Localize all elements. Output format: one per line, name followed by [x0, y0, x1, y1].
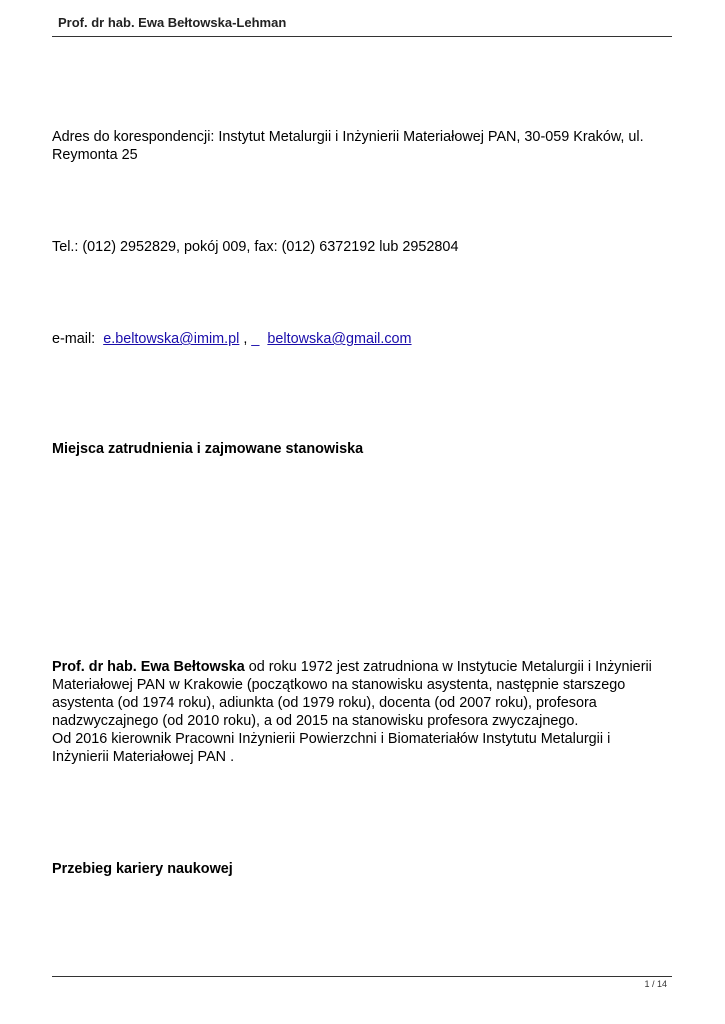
address-line-1: Adres do korespondencji: Instytut Metalurgii i Inżynierii Materiałowej PAN, 30-059 Kraków, ul. — [52, 129, 644, 145]
email-link-secondary[interactable]: beltowska@gmail.com — [267, 331, 412, 347]
bio-line-5: Od 2016 kierownik Pracowni Inżynierii Powierzchni i Biomateriałów Instytutu Metalurgii i — [52, 731, 611, 747]
bio-line-1 — [52, 658, 672, 676]
bio-line-4: nadzwyczajnego (od 2010 roku), a od 2015 na stanowisku profesora zwyczajnego. — [52, 713, 579, 729]
email-link-primary[interactable]: e.beltowska@imim.pl — [103, 331, 240, 347]
phone-paragraph: Tel.: (012) 2952829, pokój 009, fax: (012) 6372192 lub 2952804 — [52, 239, 459, 255]
page-header-title: Prof. dr hab. Ewa Bełtowska-Lehman — [58, 15, 287, 30]
header-rule — [52, 36, 672, 37]
bio-line-6: Inżynierii Materiałowej PAN . — [52, 749, 235, 765]
email-separator: , — [243, 331, 248, 347]
bio-line-3: asystenta (od 1974 roku), adiunkta (od 1979 roku), docenta (od 2007 roku), profesora — [52, 695, 597, 711]
page-number: 1 / 14 — [644, 979, 667, 989]
email-paragraph — [52, 330, 672, 348]
email-filler: _ — [251, 331, 260, 347]
section-heading-career: Przebieg kariery naukowej — [52, 861, 233, 877]
address-paragraph — [52, 128, 672, 164]
bio-paragraph — [52, 658, 672, 766]
address-line-2: Reymonta 25 — [52, 147, 138, 163]
email-label: e-mail: — [52, 331, 96, 347]
bio-line-2: Materiałowej PAN w Krakowie (początkowo na stanowisku asystenta, następnie starszego — [52, 677, 626, 693]
bio-name: Prof. dr hab. Ewa Bełtowska — [52, 659, 245, 675]
section-heading-employment: Miejsca zatrudnienia i zajmowane stanowiska — [52, 441, 364, 457]
footer-rule — [52, 976, 672, 977]
bio-line-1-text: od roku 1972 jest zatrudniona w Instytucie Metalurgii i Inżynierii — [244, 659, 652, 675]
